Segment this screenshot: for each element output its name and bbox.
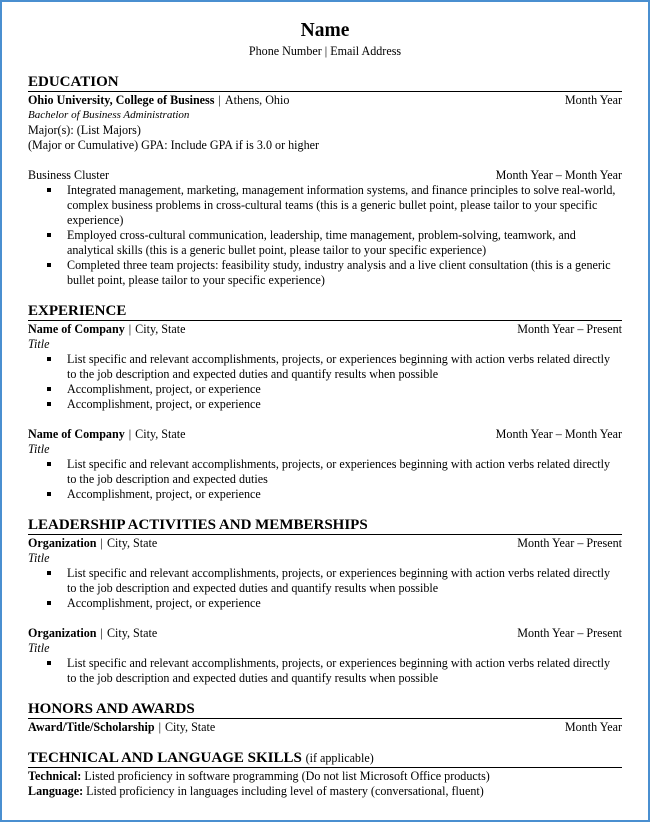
skills-title-note: (if applicable) bbox=[305, 751, 374, 765]
school-location: Athens, Ohio bbox=[224, 93, 290, 107]
separator: | bbox=[100, 626, 103, 640]
organization-title: Title bbox=[28, 551, 50, 565]
company-location: City, State bbox=[135, 322, 186, 336]
bullet-item: Accomplishment, project, or experience bbox=[67, 397, 622, 412]
job-bullets bbox=[28, 457, 622, 502]
organization-date: Month Year – Present bbox=[517, 626, 622, 640]
organization-title: Title bbox=[28, 641, 50, 655]
section-title-experience: EXPERIENCE bbox=[28, 303, 622, 321]
company-location: City, State bbox=[135, 427, 186, 441]
bullet-item: Accomplishment, project, or experience bbox=[67, 382, 622, 397]
organization-bullets bbox=[28, 566, 622, 611]
bullet-item: List specific and relevant accomplishments, projects, or experiences beginning with action verbs related directly to the job description and expected duties bbox=[67, 457, 622, 487]
award-row bbox=[28, 720, 622, 735]
org-row bbox=[28, 626, 622, 641]
bullet-item: List specific and relevant accomplishments, projects, or experiences beginning with action verbs related directly to the job description and expected duties and quantify results when possible bbox=[67, 352, 622, 382]
award-name: Award/Title/Scholarship bbox=[28, 720, 155, 734]
education-school-row bbox=[28, 93, 622, 108]
majors: Major(s): (List Majors) bbox=[28, 123, 141, 137]
bullet-item: Accomplishment, project, or experience bbox=[67, 487, 622, 502]
honors-section bbox=[28, 701, 622, 735]
separator: | bbox=[158, 720, 161, 734]
job-date: Month Year – Present bbox=[517, 322, 622, 336]
job-title: Title bbox=[28, 337, 50, 351]
organization-bullets bbox=[28, 656, 622, 686]
org-row bbox=[28, 536, 622, 551]
skills-section bbox=[28, 750, 622, 799]
technical-label: Technical: bbox=[28, 769, 82, 783]
separator: | bbox=[100, 536, 103, 550]
contact-line: Phone Number | Email Address bbox=[248, 44, 402, 58]
separator: | bbox=[128, 427, 132, 441]
bullet-item: Integrated management, marketing, management information systems, and finance principles to solve real-world, complex business problems in cross-cultural teams (this is a generic bullet point, please tailor to your specific experience) bbox=[67, 183, 622, 228]
language-label: Language: bbox=[28, 784, 84, 798]
company-name: Name of Company bbox=[28, 427, 125, 441]
language-skills bbox=[28, 784, 622, 799]
technical-value: Listed proficiency in software programming (Do not list Microsoft Office products) bbox=[84, 769, 490, 783]
separator: | bbox=[218, 93, 221, 107]
section-title-honors: HONORS AND AWARDS bbox=[28, 701, 622, 719]
language-value: Listed proficiency in languages including level of mastery (conversational, fluent) bbox=[86, 784, 484, 798]
job-row bbox=[28, 427, 622, 442]
degree: Bachelor of Business Administration bbox=[28, 109, 190, 121]
separator: | bbox=[128, 322, 132, 336]
section-title-leadership: LEADERSHIP ACTIVITIES AND MEMBERSHIPS bbox=[28, 517, 622, 535]
bullet-item: Completed three team projects: feasibility study, industry analysis and a live client consultation (this is a generic bullet point, please tailor to your specific experience) bbox=[67, 258, 622, 288]
cluster-date: Month Year – Month Year bbox=[495, 168, 622, 182]
award-location: City, State bbox=[164, 720, 216, 734]
job-date: Month Year – Month Year bbox=[495, 427, 622, 441]
cluster-row bbox=[28, 168, 622, 183]
technical-skills bbox=[28, 769, 622, 784]
bullet-item: Employed cross-cultural communication, leadership, time management, problem-solving, teamwork, and analytical skills (this is a generic bullet point, please tailor to your specific experience) bbox=[67, 228, 622, 258]
organization-location: City, State bbox=[106, 536, 158, 550]
section-title-skills: TECHNICAL AND LANGUAGE SKILLS (if applicable) bbox=[28, 750, 622, 768]
bullet-item: List specific and relevant accomplishments, projects, or experiences beginning with action verbs related directly to the job description and expected duties and quantify results when possible bbox=[67, 656, 622, 686]
organization-date: Month Year – Present bbox=[517, 536, 622, 550]
school-date: Month Year bbox=[564, 93, 622, 107]
job-row bbox=[28, 322, 622, 337]
bullet-item: Accomplishment, project, or experience bbox=[67, 596, 622, 611]
job-bullets bbox=[28, 352, 622, 412]
award-date: Month Year bbox=[564, 720, 622, 734]
gpa: (Major or Cumulative) GPA: Include GPA if is 3.0 or higher bbox=[28, 138, 320, 152]
school-name: Ohio University, College of Business bbox=[28, 93, 215, 107]
cluster-name: Business Cluster bbox=[28, 168, 109, 182]
resume-name: Name bbox=[300, 20, 350, 41]
experience-section bbox=[28, 303, 622, 502]
section-title-education: EDUCATION bbox=[28, 74, 622, 92]
organization-name: Organization bbox=[28, 626, 97, 640]
cluster-bullets bbox=[28, 183, 622, 288]
bullet-item: List specific and relevant accomplishments, projects, or experiences beginning with action verbs related directly to the job description and expected duties and quantify results when possible bbox=[67, 566, 622, 596]
job-title: Title bbox=[28, 442, 50, 456]
leadership-section bbox=[28, 517, 622, 686]
education-section bbox=[28, 74, 622, 288]
company-name: Name of Company bbox=[28, 322, 125, 336]
organization-name: Organization bbox=[28, 536, 97, 550]
organization-location: City, State bbox=[106, 626, 158, 640]
